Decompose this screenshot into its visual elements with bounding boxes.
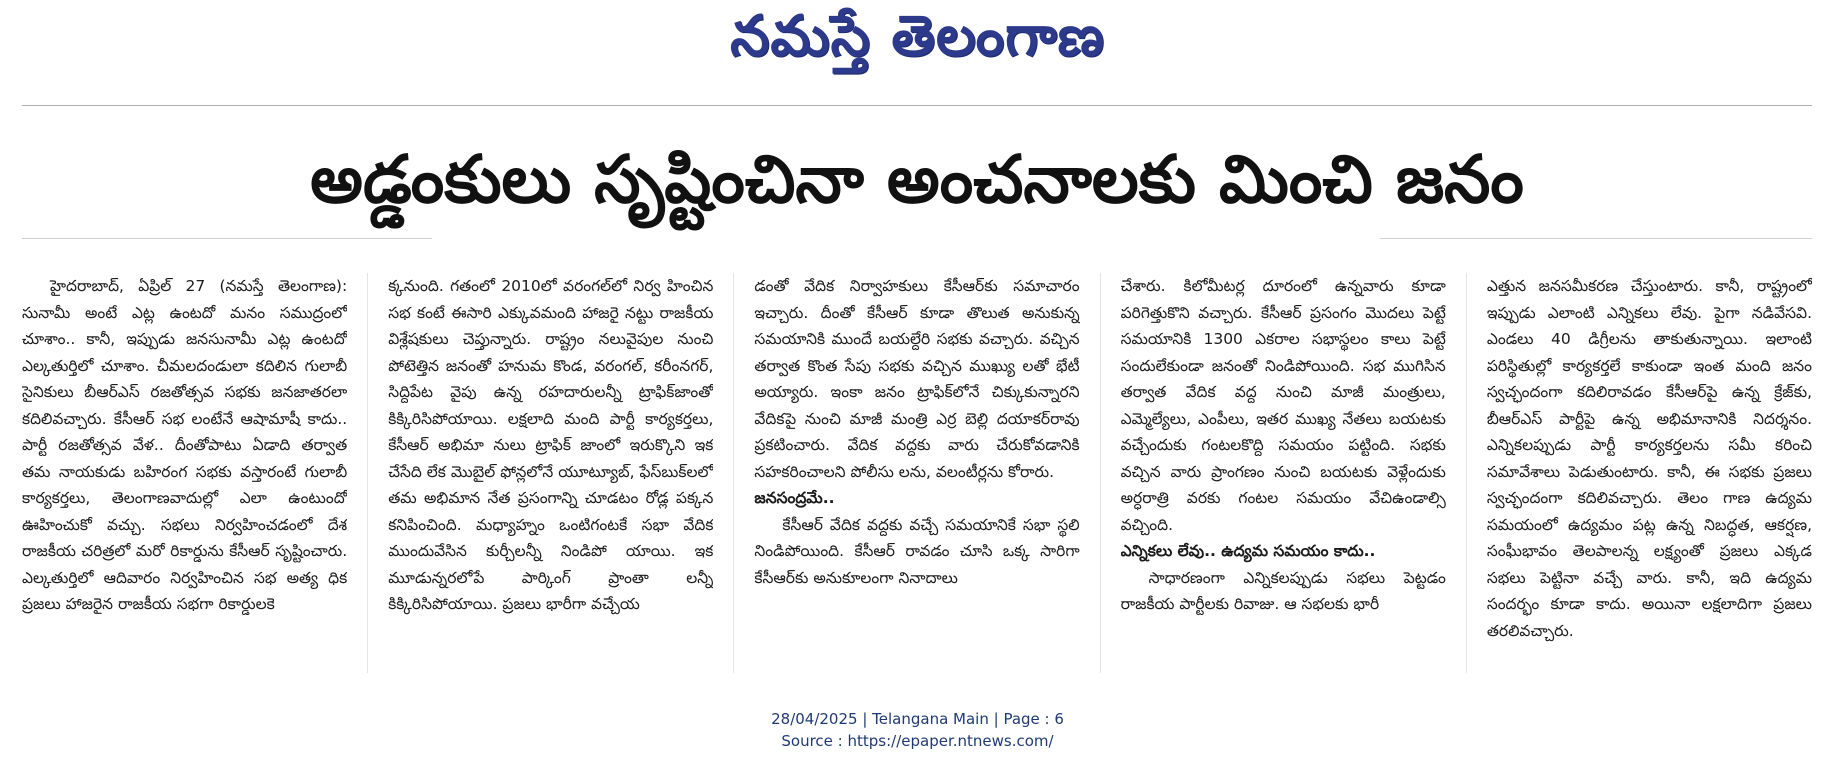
subheading: ఎన్నికలు లేవు.. ఉద్యమ సమయం కాదు.. <box>1120 542 1376 560</box>
edition-info: 28/04/2025 | Telangana Main | Page : 6 <box>771 710 1064 728</box>
article-column-2 <box>388 273 713 673</box>
article-body <box>22 273 1812 673</box>
paragraph: చేశారు. కిలోమీటర్ల దూరంలో ఉన్నవారు కూడా పరిగెత్తుకొని వచ్చారు. కేసీఆర్‌ ప్రసంగం మొదలు పెట్టే సమయానికి 1300 ఎకరాల సభాస్థలం కాలు పెట్టే సందులేకుండా జనంతో నిండిపోయింది. సభ ముగిసిన తర్వాత వేదిక వద్ద నుంచి మాజీ మంత్రులు, ఎమ్మెల్యేలు, ఎంపీలు, ఇతర ముఖ్య నేతలు బయటకు వచ్చేందుకు గంటలకొద్ది సమయం పట్టింది. సభకు వచ్చిన వారు ప్రాంగణం నుంచి బయటకు వెళ్లేందుకు అర్ధరాత్రి వరకు గంటల సమయం వేచిఉండాల్సి వచ్చింది. <box>1120 277 1446 534</box>
headline-underline-right <box>1380 238 1812 239</box>
paragraph: హైదరాబాద్‌, ఏప్రిల్‌ 27 (నమస్తే తెలంగాణ): సునామీ అంటే ఎట్ల ఉంటదో మనం సముద్రంలో చూశాం.. కానీ, ఇప్పుడు జనసునామీ ఎట్ల ఉంటదో ఎల్కతుర్తిలో చూశాం. చీమలదండులా కదిలిన గులాబీ సైనికులు బీఆర్‌ఎస్‌ రజతోత్సవ సభకు జనజాతరలా కదిలివచ్చారు. కేసీఆర్‌ సభ లంటేనే ఆషామాషీ కాదు.. పార్టీ రజతోత్సవ వేళ.. దీంతోపాటు ఏడాది తర్వాత తమ నాయకుడు బహిరంగ సభకు వస్తారంటే గులాబీ కార్యకర్తలు, తెలంగాణవాదుల్లో ఎలా ఉంటుందో ఊహించుకో వచ్చు. సభలు నిర్వహించడంలో దేశ రాజకీయ చరిత్రలో మరో రికార్డును కేసీఆర్‌ సృష్టించారు. ఎల్కతుర్తిలో ఆదివారం నిర్వహించిన సభ అత్య ధిక ప్రజలు హాజరైన రాజకీయ సభగా రికార్డులకె <box>22 277 348 613</box>
column-divider <box>1100 273 1101 673</box>
paragraph: కేసీఆర్‌ వేదిక వద్దకు వచ్చే సమయానికే సభా స్థలి నిండిపోయింది. కేసీఆర్‌ రావడం చూసి ఒక్క సారిగా కేసీఆర్‌కు అనుకూలంగా నినాదాలు <box>754 515 1080 587</box>
masthead-divider <box>22 105 1812 106</box>
article-column-5 <box>1487 273 1812 673</box>
page-footer <box>0 708 1835 752</box>
headline-underline-left <box>22 238 432 239</box>
masthead <box>0 0 1835 86</box>
column-divider <box>1466 273 1467 673</box>
paragraph: ఎత్తున జనసమీకరణ చేస్తుంటారు. కానీ, రాష్ట్రంలో ఇప్పుడు ఎలాంటి ఎన్నికలు లేవు. పైగా నడివేసవి. ఎండలు 40 డిగ్రీలను తాకుతున్నాయి. ఇలాంటి పరిస్థితుల్లో కార్యకర్తలే కాకుండా ఇంత మంది జనం స్వచ్ఛందంగా కదిలిరావడం కేసీఆర్‌పై ఉన్న క్రేజ్‌కు, బీఆర్‌ఎస్‌ పార్టీపై ఉన్న అభిమానానికి నిదర్శనం. ఎన్నికలప్పుడు పార్టీ కార్యకర్తలను సమీ కరించి సమావేశాలు పెడుతుంటారు. కానీ, ఈ సభకు ప్రజలు స్వచ్ఛందంగా కదిలివచ్చారు. తెలం గాణ ఉద్యమ సమయంలో ఉద్యమం పట్ల ఉన్న నిబద్ధత, ఆకర్షణ, సంఘీభావం తెలపాలన్న లక్ష్యంతో ప్రజలు ఎక్కడ సభలు పెట్టినా వచ్చే వారు. కానీ, ఇది ఉద్యమ సందర్భం కూడా కాదు. అయినా లక్షలాదిగా ప్రజలు తరలివచ్చారు. <box>1486 277 1813 640</box>
article-column-3 <box>754 273 1079 673</box>
column-divider <box>367 273 368 673</box>
article-column-4 <box>1121 273 1446 673</box>
subheading: జనసంద్రమే.. <box>754 489 835 507</box>
paragraph: క్కనుంది. గతంలో 2010లో వరంగల్‌లో నిర్వ హించిన సభ కంటే ఈసారి ఎక్కువమంది హాజరై నట్టు రాజకీయ విశ్లేషకులు చెప్తున్నారు. రాష్ట్రం నలువైపుల నుంచి పోటెత్తిన జనంతో హనుమ కొండ, వరంగల్‌, కరీంనగర్‌, సిద్దిపేట వైపు ఉన్న రహదారులన్నీ ట్రాఫిక్‌జాంతో కిక్కిరిసిపోయాయి. లక్షలాది మంది పార్టీ కార్యకర్తలు, కేసీఆర్‌ అభిమా నులు ట్రాఫిక్‌ జాంలో ఇరుక్కొని ఇక చేసేది లేక మొబైల్‌ ఫోన్లలోనే యూట్యూబ్‌, ఫేస్‌బుక్‌లలో తమ అభిమాన నేత ప్రసంగాన్ని చూడటం రోడ్ల పక్కన కనిపించింది. మధ్యాహ్నం ఒంటిగంటకే సభా వేదిక ముందువేసిన కుర్చీలన్నీ నిండిపో యాయి. ఇక మూడున్నరలోపే పార్కింగ్‌ ప్రాంతా లన్నీ కిక్కిరిసిపోయాయి. ప్రజలు భారీగా వచ్చేయ <box>388 277 714 613</box>
column-divider <box>733 273 734 673</box>
paragraph: డంతో వేదిక నిర్వాహకులు కేసీఆర్‌కు సమాచారం ఇచ్చారు. దీంతో కేసీఆర్‌ కూడా తొలుత అనుకున్న సమయానికి ముందే బయల్దేరి సభకు వచ్చారు. వచ్చిన తర్వాత కొంత సేపు సభకు వచ్చిన ముఖ్యు లతో భేటీ అయ్యారు. ఇంకా జనం ట్రాఫిక్‌లోనే చిక్కుకున్నారని వేదికపై నుంచి మాజీ మంత్రి ఎర్ర బెల్లి దయాకర్‌రావు ప్రకటించారు. వేదిక వద్దకు వారు చేరుకోవడానికి సహకరించాలని పోలీసు లను, వలంటీర్లను కోరారు. <box>754 277 1080 481</box>
article-column-1 <box>22 273 347 673</box>
article-headline: అడ్డంకులు సృష్టించినా అంచనాలకు మించి జనం <box>310 141 1524 218</box>
source-link[interactable]: Source : https://epaper.ntnews.com/ <box>781 732 1054 750</box>
newspaper-logo: నమస్తే తెలంగాణ <box>730 3 1105 69</box>
paragraph: సాధారణంగా ఎన్నికలప్పుడు సభలు పెట్టడం రాజకీయ పార్టీలకు రివాజు. ఆ సభలకు భారీ <box>1120 568 1446 613</box>
